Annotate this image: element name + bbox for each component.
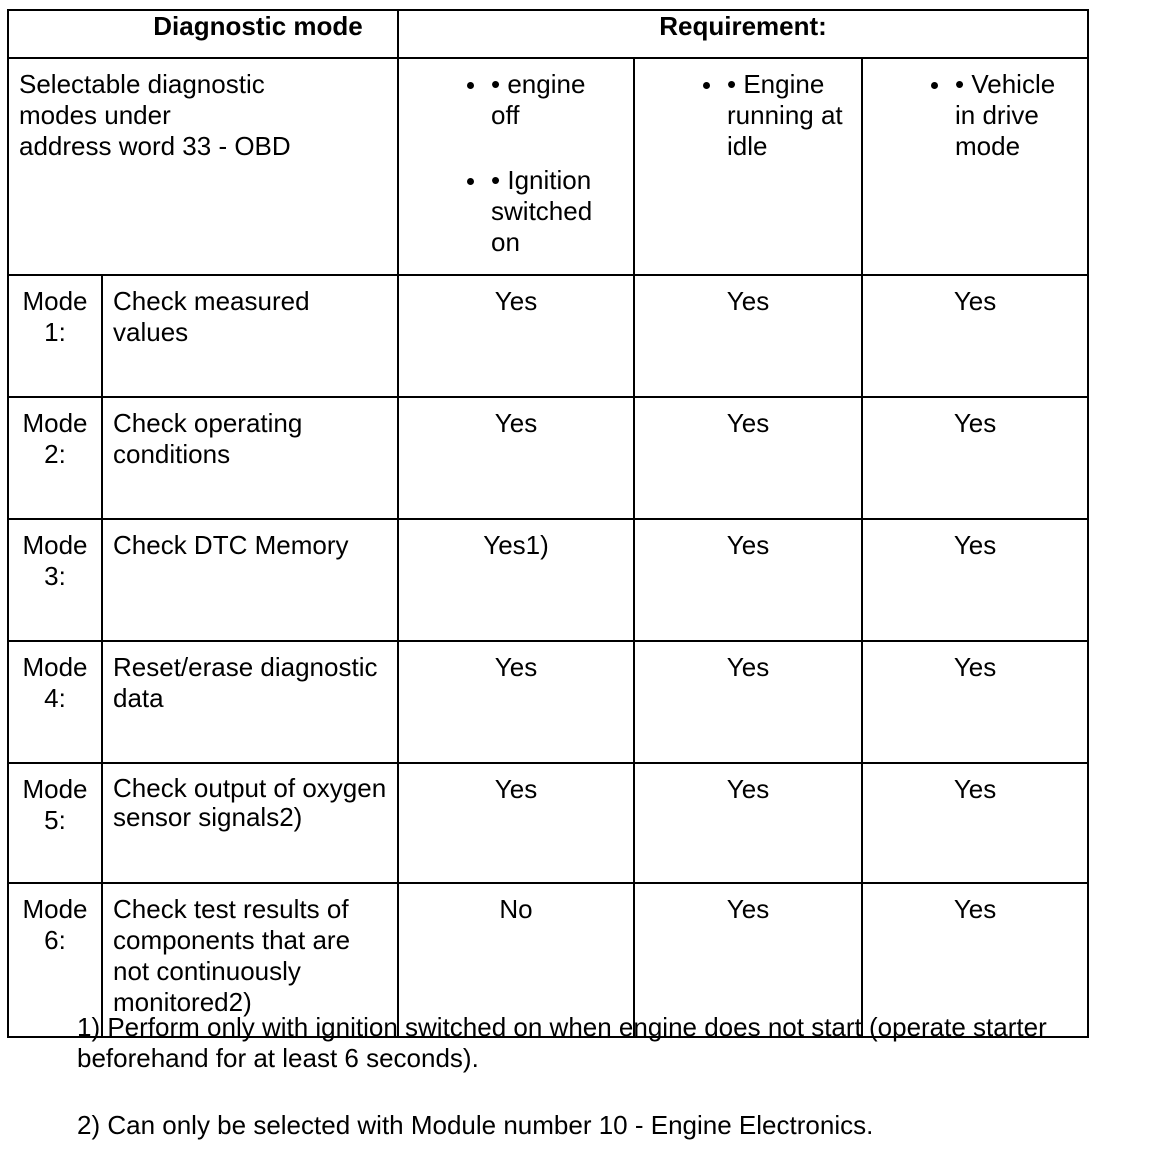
mode-label: Mode 5: <box>8 763 102 883</box>
value-vehicle-drive: Yes <box>862 275 1088 397</box>
mode-label: Mode 4: <box>8 641 102 763</box>
table-row <box>8 641 1088 763</box>
mode-description: Check test results of components that are not continuously monitored2) <box>102 883 398 1037</box>
diagnostic-mode-table <box>7 9 1089 1038</box>
condition-item: • Ignition switched on <box>399 165 611 258</box>
value-engine-off: Yes1) <box>398 519 634 641</box>
value-engine-running: Yes <box>634 519 862 641</box>
footnote-2: 2) Can only be selected with Module number 10 - Engine Electronics. <box>77 1110 874 1140</box>
value-engine-off: Yes <box>398 275 634 397</box>
header-requirement: Requirement: <box>398 10 1088 58</box>
table-row <box>8 397 1088 519</box>
value-engine-off: No <box>398 883 634 1037</box>
condition-item: • Engine running at idle <box>635 69 845 162</box>
value-engine-running: Yes <box>634 883 862 1037</box>
table-row <box>8 275 1088 397</box>
subheader-description: Selectable diagnostic modes under address word 33 - OBD <box>8 58 398 275</box>
footnote-1: 1) Perform only with ignition switched on when engine does not start (operate starter beforehand for at least 6 seconds). <box>77 1012 1047 1073</box>
value-engine-off: Yes <box>398 641 634 763</box>
value-engine-running: Yes <box>634 641 862 763</box>
value-vehicle-drive: Yes <box>862 397 1088 519</box>
value-vehicle-drive: Yes <box>862 883 1088 1037</box>
mode-label: Mode 1: <box>8 275 102 397</box>
value-engine-off: Yes <box>398 763 634 883</box>
mode-label: Mode 3: <box>8 519 102 641</box>
value-engine-off: Yes <box>398 397 634 519</box>
mode-description: Check DTC Memory <box>102 519 398 641</box>
table-row <box>8 519 1088 641</box>
mode-label: Mode 6: <box>8 883 102 1037</box>
condition-engine-off <box>398 58 634 275</box>
value-vehicle-drive: Yes <box>862 763 1088 883</box>
mode-label: Mode 2: <box>8 397 102 519</box>
footnotes <box>77 1012 1137 1141</box>
value-vehicle-drive: Yes <box>862 519 1088 641</box>
value-engine-running: Yes <box>634 397 862 519</box>
condition-engine-running <box>634 58 862 275</box>
mode-description: Check operating conditions <box>102 397 398 519</box>
condition-item: • engine off <box>399 69 601 131</box>
table-row <box>8 763 1088 883</box>
header-diagnostic-mode: Diagnostic mode <box>8 10 398 58</box>
value-engine-running: Yes <box>634 763 862 883</box>
mode-description: Reset/erase diagnostic data <box>102 641 398 763</box>
value-engine-running: Yes <box>634 275 862 397</box>
condition-vehicle-drive <box>862 58 1088 275</box>
condition-item: • Vehicle in drive mode <box>863 69 1075 162</box>
value-vehicle-drive: Yes <box>862 641 1088 763</box>
mode-description: Check measured values <box>102 275 398 397</box>
mode-description: Check output of oxygen sensor signals2) <box>102 763 398 883</box>
